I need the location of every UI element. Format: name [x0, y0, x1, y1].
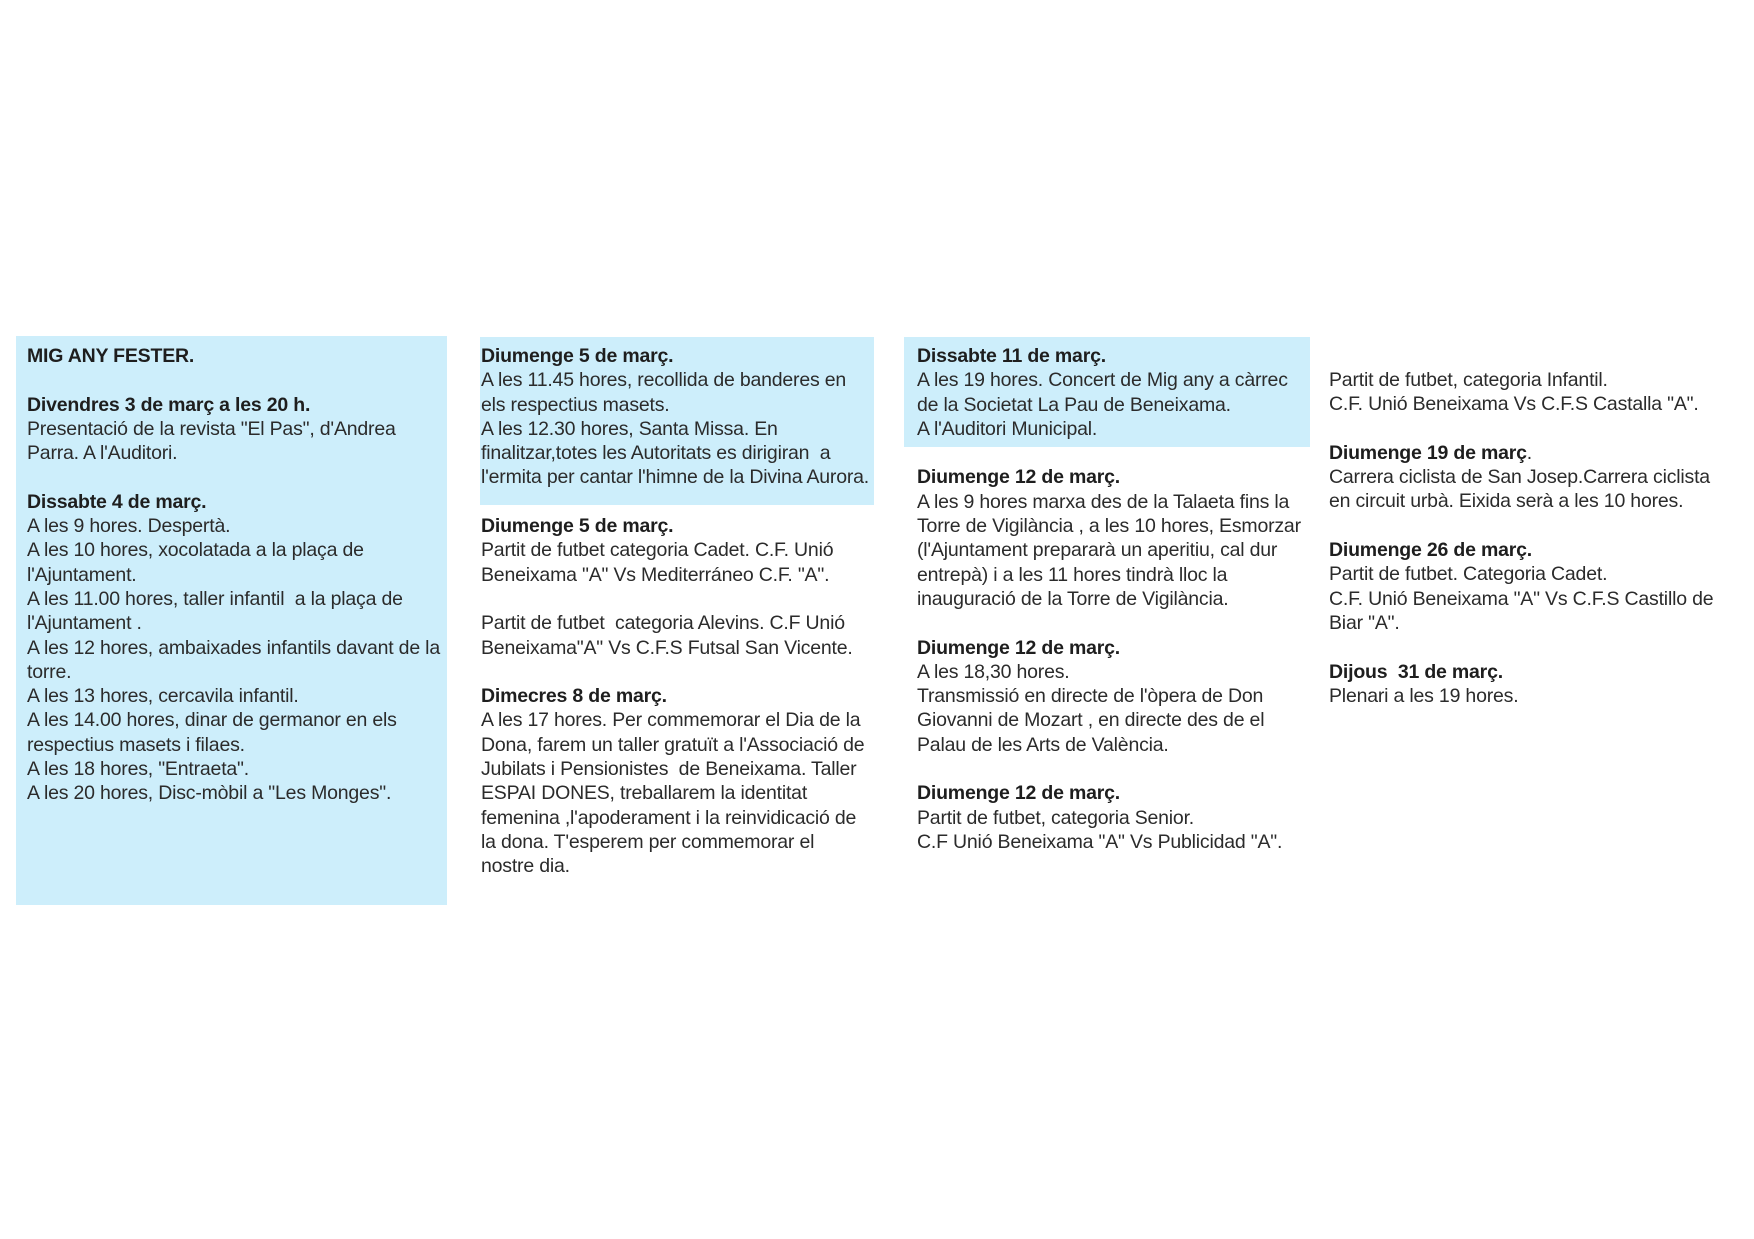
event-line: A les 9 hores marxa des de la Talaeta fins la: [917, 490, 1290, 513]
event-line: Torre de Vigilància , a les 10 hores, Esmorzar: [917, 515, 1301, 538]
event-line: els respectius masets.: [481, 393, 670, 416]
event-line: Partit de futbet, categoria Infantil.: [1329, 369, 1608, 391]
event-line: C.F Unió Beneixama "A" Vs Publicidad "A".: [917, 830, 1283, 853]
event-line: A les 20 hores, Disc-mòbil a "Les Monges".: [27, 782, 392, 805]
event-line: l'Ajuntament .: [27, 612, 142, 635]
event-line: A les 18 hores, "Entraeta".: [27, 758, 249, 781]
event-line: la dona. T'esperem per commemorar el: [481, 830, 815, 853]
event-line: Partit de futbet categoria Alevins. C.F Unió: [481, 612, 845, 635]
event-line: Presentació de la revista "El Pas", d'Andrea: [27, 417, 396, 440]
event-line: ESPAI DONES, treballarem la identitat: [481, 782, 808, 805]
event-heading: Diumenge 12 de març.: [917, 782, 1120, 805]
event-line: A les 12 hores, ambaixades infantils davant de la: [27, 636, 440, 659]
event-line: Beneixama"A" Vs C.F.S Futsal San Vicente.: [481, 636, 853, 659]
column-futbet-infantil: [1329, 368, 1713, 708]
event-line: Plenari a les 19 hores.: [1329, 684, 1519, 707]
event-line: torre.: [27, 660, 72, 683]
event-line: l'ermita per cantar l'himne de la Divina Aurora.: [481, 466, 870, 489]
event-heading: Diumenge 12 de març.: [917, 636, 1120, 659]
event-line: A les 9 hores. Despertà.: [27, 515, 231, 538]
event-line: Dona, farem un taller gratuït a l'Associació de: [481, 733, 865, 756]
event-line: inauguració de la Torre de Vigilància.: [917, 587, 1229, 610]
column-diumenge-5: [481, 344, 869, 879]
event-line: Partit de futbet. Categoria Cadet.: [1329, 563, 1608, 586]
event-line: entrepà) i a les 11 hores tindrà lloc la: [917, 563, 1228, 586]
event-line: A les 13 hores, cercavila infantil.: [27, 685, 299, 708]
event-line: nostre dia.: [481, 855, 570, 878]
event-heading: Dissabte 11 de març.: [917, 345, 1106, 367]
event-line: A les 12.30 hores, Santa Missa. En: [481, 417, 778, 440]
event-heading: Dimecres 8 de març.: [481, 685, 667, 708]
event-line: Partit de futbet categoria Cadet. C.F. Unió: [481, 539, 834, 562]
event-line: C.F. Unió Beneixama Vs C.F.S Castalla "A".: [1329, 393, 1699, 416]
event-line: C.F. Unió Beneixama "A" Vs C.F.S Castillo de: [1329, 587, 1714, 610]
event-line: (l'Ajuntament prepararà un aperitiu, cal dur: [917, 539, 1278, 562]
event-heading: Diumenge 5 de març.: [481, 515, 674, 538]
event-line: A l'Auditori Municipal.: [917, 417, 1098, 440]
event-heading: Dijous 31 de març.: [1329, 660, 1503, 683]
event-line: Transmissió en directe de l'òpera de Don: [917, 685, 1264, 708]
event-heading: Diumenge 12 de març.: [917, 466, 1120, 489]
event-line: Biar "A".: [1329, 611, 1400, 634]
event-line: A les 11.00 hores, taller infantil a la plaça de: [27, 587, 403, 610]
event-line: A les 17 hores. Per commemorar el Dia de la: [481, 709, 861, 732]
event-heading: Divendres 3 de març a les 20 h.: [27, 393, 311, 416]
event-line: Partit de futbet, categoria Senior.: [917, 806, 1195, 829]
section-title: MIG ANY FESTER.: [27, 345, 195, 367]
event-heading: Diumenge 19 de març: [1329, 441, 1527, 464]
event-line: de la Societat La Pau de Beneixama.: [917, 393, 1231, 416]
event-line: Palau de les Arts de València.: [917, 733, 1169, 756]
event-line: Beneixama "A" Vs Mediterráneo C.F. "A".: [481, 563, 830, 586]
event-line: A les 10 hores, xocolatada a la plaça de: [27, 539, 364, 562]
event-line: Giovanni de Mozart , en directe des de el: [917, 709, 1265, 732]
column-mig-any-fester: [27, 344, 440, 806]
event-line: finalitzar,totes les Autoritats es dirigiran a: [481, 442, 831, 465]
event-heading-row: [1329, 441, 1713, 465]
event-line: en circuit urbà. Eixida serà a les 10 hores.: [1329, 490, 1684, 513]
event-line: respectius masets i filaes.: [27, 733, 245, 756]
event-line: A les 19 hores. Concert de Mig any a càrrec: [917, 369, 1288, 392]
event-line: l'Ajuntament.: [27, 563, 137, 586]
event-line: A les 14.00 hores, dinar de germanor en els: [27, 709, 397, 732]
column-dissabte-11: [917, 344, 1301, 854]
event-line: A les 11.45 hores, recollida de banderes en: [481, 369, 847, 392]
event-heading: Dissabte 4 de març.: [27, 490, 207, 513]
event-line: Parra. A l'Auditori.: [27, 442, 178, 465]
event-heading: Diumenge 5 de març.: [481, 345, 674, 367]
heading-period: .: [1526, 441, 1532, 464]
event-line: femenina ,l'apoderament i la reinvidicació de: [481, 806, 857, 829]
event-line: Carrera ciclista de San Josep.Carrera ciclista: [1329, 466, 1710, 489]
event-heading: Diumenge 26 de març.: [1329, 539, 1532, 562]
event-line: Jubilats i Pensionistes de Beneixama. Taller: [481, 758, 857, 781]
event-line: A les 18,30 hores.: [917, 660, 1070, 683]
